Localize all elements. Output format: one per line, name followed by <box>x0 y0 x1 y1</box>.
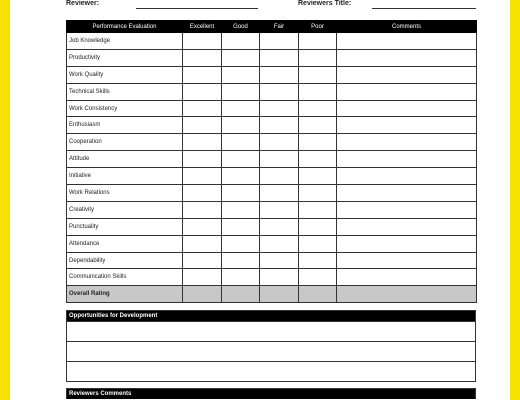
table-header-row <box>67 21 477 33</box>
development-title: Opportunities for Development <box>67 311 475 321</box>
excellent-cell[interactable] <box>183 286 222 303</box>
criterion-label: Punctuality <box>67 218 183 235</box>
good-cell[interactable] <box>222 134 260 151</box>
reviewer-label: Reviewer: <box>66 0 100 7</box>
poor-cell[interactable] <box>299 269 337 286</box>
comments-cell[interactable] <box>337 100 477 117</box>
excellent-cell[interactable] <box>183 66 222 83</box>
excellent-cell[interactable] <box>183 151 222 168</box>
poor-cell[interactable] <box>299 201 337 218</box>
criterion-label: Work Quality <box>67 66 183 83</box>
table-row <box>67 218 477 235</box>
excellent-cell[interactable] <box>183 235 222 252</box>
poor-cell[interactable] <box>299 185 337 202</box>
comments-cell[interactable] <box>337 218 477 235</box>
good-cell[interactable] <box>222 185 260 202</box>
column-header: Performance Evaluation <box>67 21 183 33</box>
comments-cell[interactable] <box>337 269 477 286</box>
poor-cell[interactable] <box>299 134 337 151</box>
good-cell[interactable] <box>222 252 260 269</box>
poor-cell[interactable] <box>299 117 337 134</box>
criterion-label: Enthusiasm <box>67 117 183 134</box>
table-row <box>67 151 477 168</box>
good-cell[interactable] <box>222 151 260 168</box>
excellent-cell[interactable] <box>183 252 222 269</box>
column-header: Fair <box>260 21 299 33</box>
poor-cell[interactable] <box>299 252 337 269</box>
criterion-label: Communication Skills <box>67 269 183 286</box>
fair-cell[interactable] <box>260 66 299 83</box>
poor-cell[interactable] <box>299 83 337 100</box>
criterion-label: Technical Skills <box>67 83 183 100</box>
excellent-cell[interactable] <box>183 100 222 117</box>
criterion-label: Work Consistency <box>67 100 183 117</box>
table-row <box>67 168 477 185</box>
poor-cell[interactable] <box>299 33 337 50</box>
reviewer-field[interactable] <box>136 8 258 9</box>
fair-cell[interactable] <box>260 218 299 235</box>
poor-cell[interactable] <box>299 235 337 252</box>
poor-cell[interactable] <box>299 100 337 117</box>
excellent-cell[interactable] <box>183 33 222 50</box>
table-row <box>67 185 477 202</box>
table-row <box>67 235 477 252</box>
comments-cell[interactable] <box>337 151 477 168</box>
comments-cell[interactable] <box>337 185 477 202</box>
column-header: Poor <box>299 21 337 33</box>
excellent-cell[interactable] <box>183 117 222 134</box>
fair-cell[interactable] <box>260 49 299 66</box>
reviewers-title-label: Reviewers Title: <box>298 0 352 7</box>
excellent-cell[interactable] <box>183 201 222 218</box>
good-cell[interactable] <box>222 269 260 286</box>
fair-cell[interactable] <box>260 201 299 218</box>
good-cell[interactable] <box>222 286 260 303</box>
table-row <box>67 269 477 286</box>
good-cell[interactable] <box>222 235 260 252</box>
evaluation-rows <box>67 33 477 303</box>
performance-evaluation-table <box>66 20 477 303</box>
comments-cell[interactable] <box>337 66 477 83</box>
development-line[interactable] <box>67 341 475 361</box>
comments-cell[interactable] <box>337 117 477 134</box>
fair-cell[interactable] <box>260 252 299 269</box>
table-row <box>67 66 477 83</box>
criterion-label: Creativity <box>67 201 183 218</box>
fair-cell[interactable] <box>260 168 299 185</box>
good-cell[interactable] <box>222 168 260 185</box>
table-row <box>67 33 477 50</box>
reviewers-title-field[interactable] <box>372 8 476 9</box>
criterion-label: Attendance <box>67 235 183 252</box>
poor-cell[interactable] <box>299 286 337 303</box>
table-row <box>67 252 477 269</box>
column-header: Comments <box>337 21 477 33</box>
development-line[interactable] <box>67 321 475 341</box>
table-row <box>67 117 477 134</box>
comments-title: Reviewers Comments <box>67 389 475 399</box>
comments-cell[interactable] <box>337 286 477 303</box>
excellent-cell[interactable] <box>183 218 222 235</box>
good-cell[interactable] <box>222 49 260 66</box>
criterion-label: Attitude <box>67 151 183 168</box>
table-row <box>67 49 477 66</box>
fair-cell[interactable] <box>260 134 299 151</box>
fair-cell[interactable] <box>260 151 299 168</box>
excellent-cell[interactable] <box>183 168 222 185</box>
comments-section <box>66 388 476 399</box>
fair-cell[interactable] <box>260 33 299 50</box>
fair-cell[interactable] <box>260 235 299 252</box>
fair-cell[interactable] <box>260 83 299 100</box>
table-row <box>67 100 477 117</box>
comments-cell[interactable] <box>337 201 477 218</box>
good-cell[interactable] <box>222 66 260 83</box>
column-header: Good <box>222 21 260 33</box>
good-cell[interactable] <box>222 201 260 218</box>
fair-cell[interactable] <box>260 286 299 303</box>
development-line[interactable] <box>67 361 475 381</box>
fair-cell[interactable] <box>260 269 299 286</box>
fair-cell[interactable] <box>260 185 299 202</box>
criterion-label: Dependability <box>67 252 183 269</box>
comments-cell[interactable] <box>337 252 477 269</box>
good-cell[interactable] <box>222 218 260 235</box>
good-cell[interactable] <box>222 100 260 117</box>
criterion-label: Cooperation <box>67 134 183 151</box>
good-cell[interactable] <box>222 117 260 134</box>
excellent-cell[interactable] <box>183 269 222 286</box>
poor-cell[interactable] <box>299 168 337 185</box>
good-cell[interactable] <box>222 33 260 50</box>
excellent-cell[interactable] <box>183 185 222 202</box>
fair-cell[interactable] <box>260 117 299 134</box>
fair-cell[interactable] <box>260 100 299 117</box>
criterion-label: Productivity <box>67 49 183 66</box>
excellent-cell[interactable] <box>183 134 222 151</box>
comments-cell[interactable] <box>337 168 477 185</box>
table-row <box>67 83 477 100</box>
criterion-label: Work Relations <box>67 185 183 202</box>
overall-rating-row <box>67 286 477 303</box>
criterion-label: Job Knowledge <box>67 33 183 50</box>
comments-cell[interactable] <box>337 134 477 151</box>
comments-cell[interactable] <box>337 33 477 50</box>
evaluation-form-page <box>10 0 510 400</box>
criterion-label: Overall Rating <box>67 286 183 303</box>
poor-cell[interactable] <box>299 218 337 235</box>
table-row <box>67 201 477 218</box>
poor-cell[interactable] <box>299 151 337 168</box>
criterion-label: Initiative <box>67 168 183 185</box>
excellent-cell[interactable] <box>183 83 222 100</box>
excellent-cell[interactable] <box>183 49 222 66</box>
development-section <box>66 310 476 382</box>
good-cell[interactable] <box>222 83 260 100</box>
table-row <box>67 134 477 151</box>
poor-cell[interactable] <box>299 49 337 66</box>
column-header: Excellent <box>183 21 222 33</box>
poor-cell[interactable] <box>299 66 337 83</box>
comments-cell[interactable] <box>337 235 477 252</box>
comments-cell[interactable] <box>337 83 477 100</box>
comments-cell[interactable] <box>337 49 477 66</box>
